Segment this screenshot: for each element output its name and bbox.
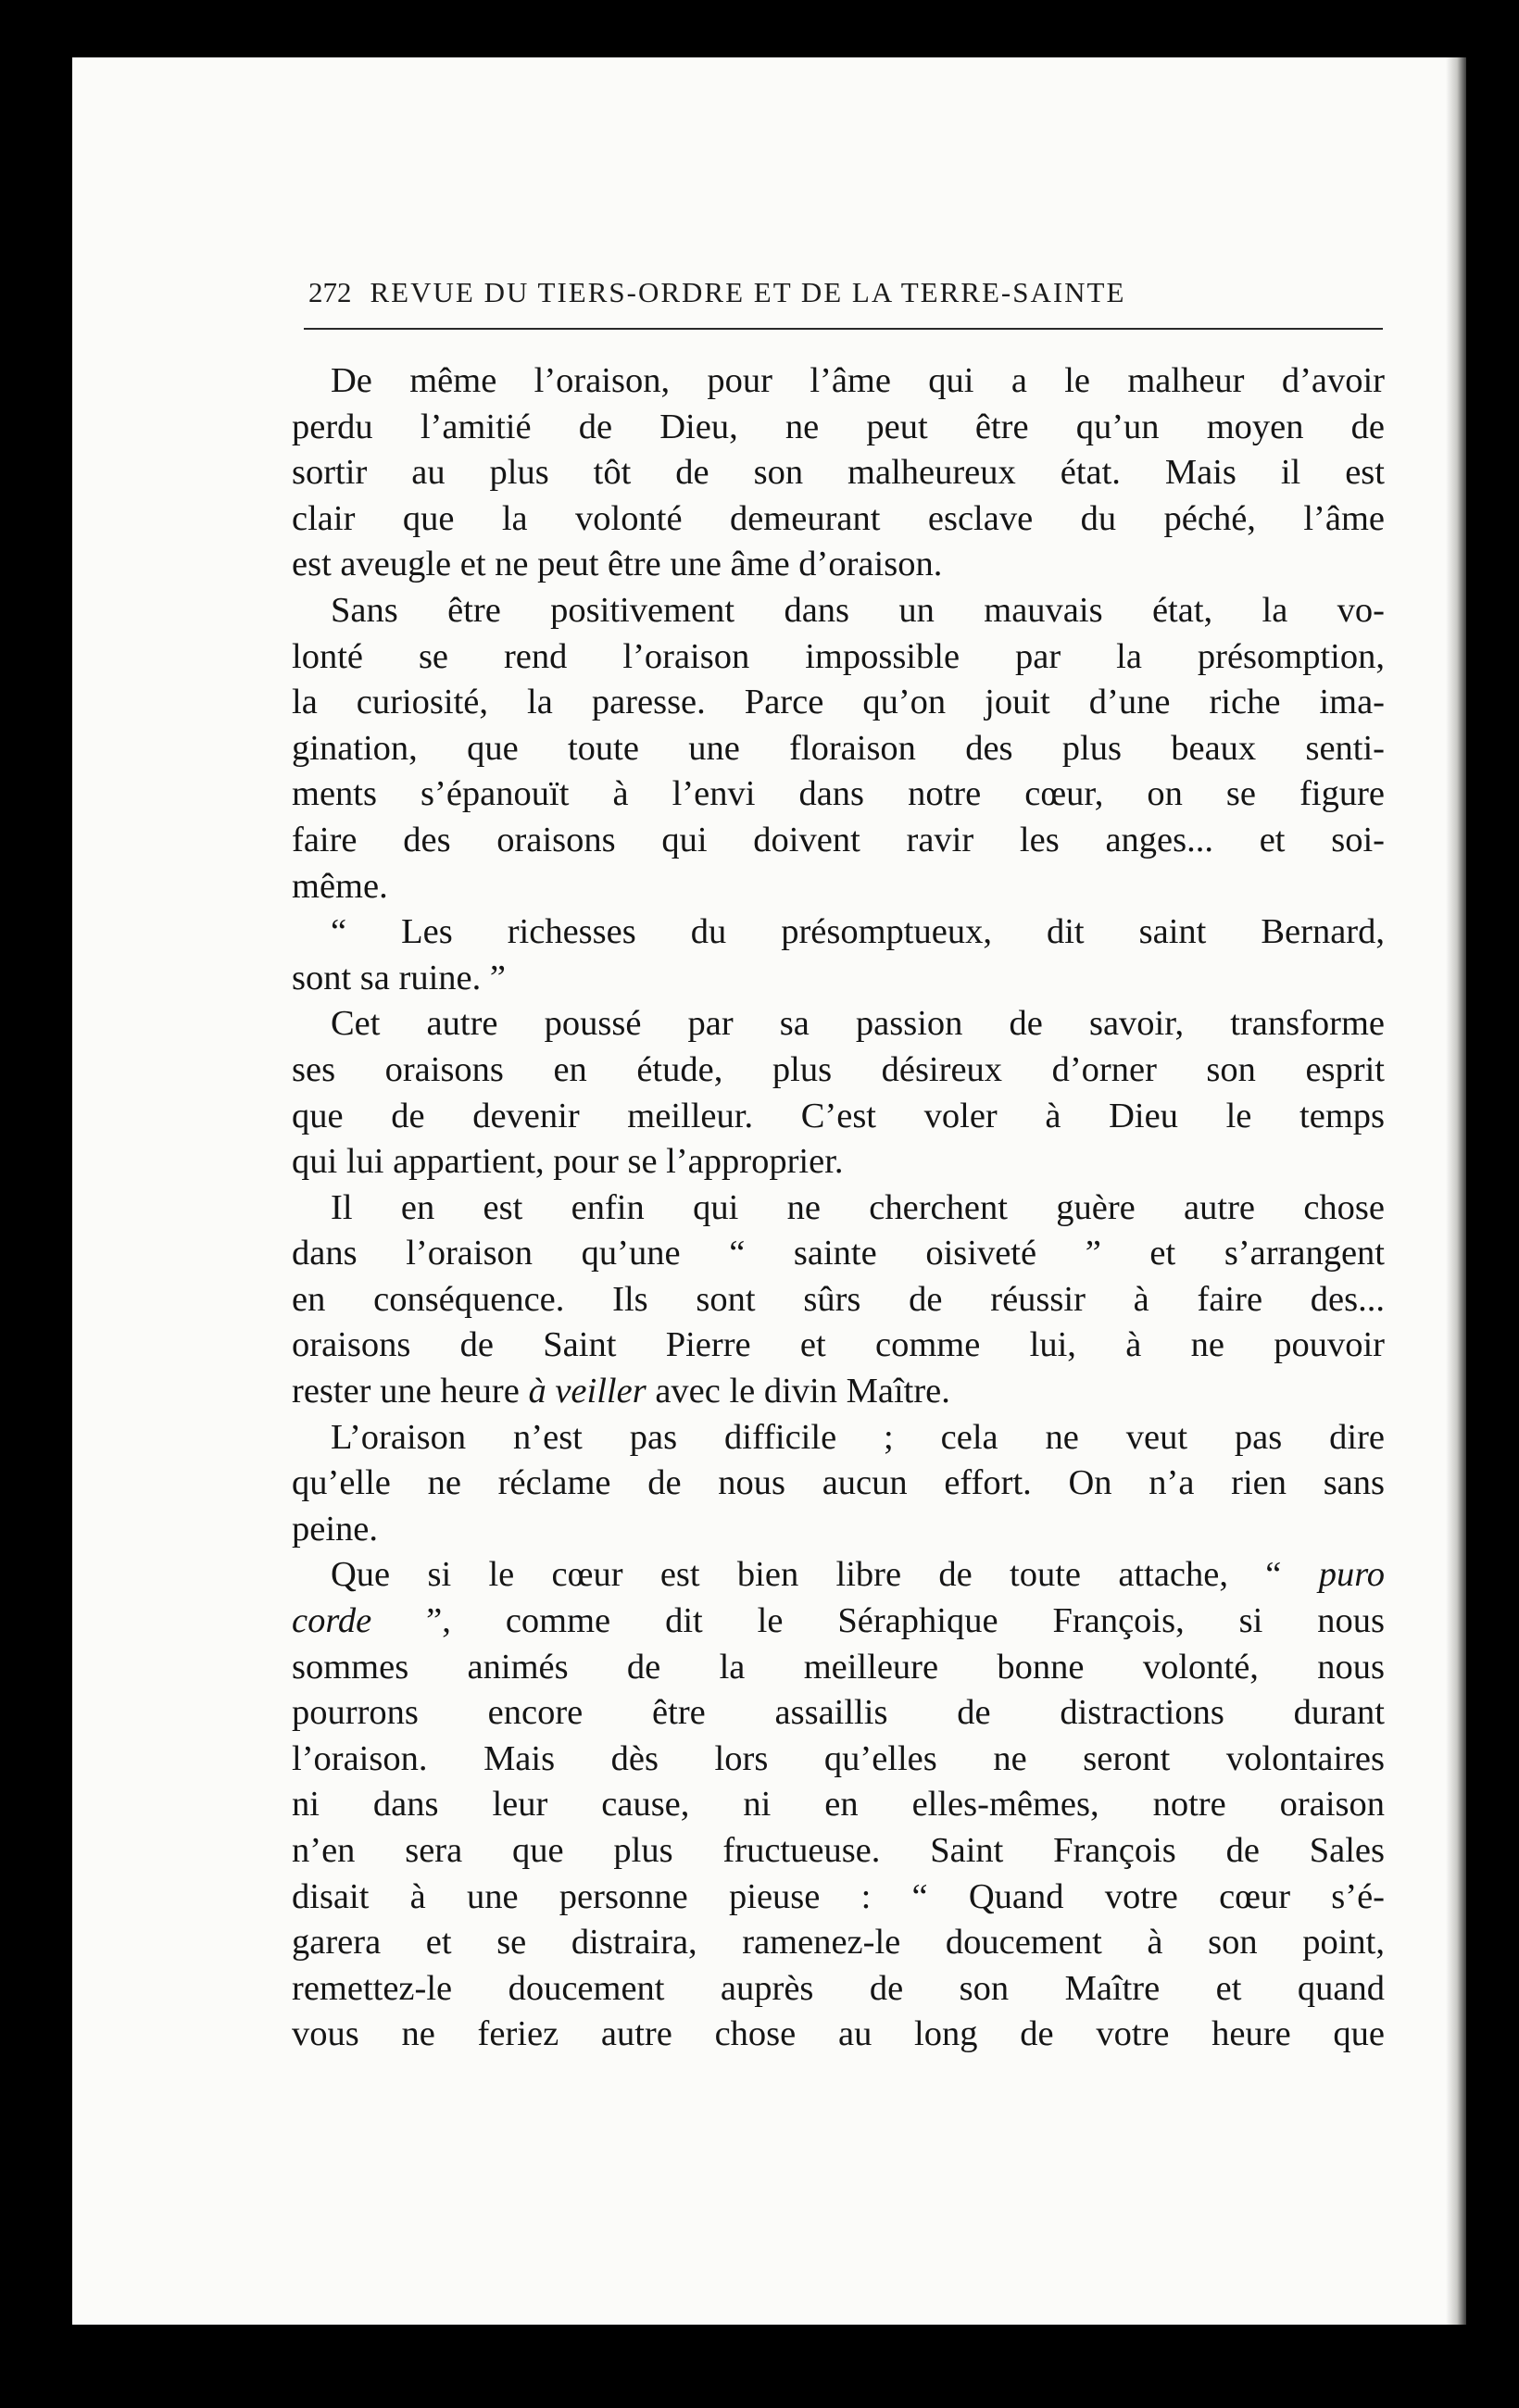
text-line: ni dans leur cause, ni en elles-mêmes, notre oraison bbox=[292, 1785, 1385, 1825]
text-line-mixed bbox=[292, 1552, 1385, 1599]
text-line: disait à une personne pieuse : “ Quand votre cœur s’é- bbox=[292, 1876, 1385, 1916]
text-line: remettez-le doucement auprès de son Maître et quand bbox=[292, 1968, 1385, 2008]
text-line: oraisons de Saint Pierre et comme lui, à ne pouvoir bbox=[292, 1325, 1385, 1365]
text-line: sont sa ruine. ” bbox=[292, 958, 506, 997]
text-line-mixed bbox=[292, 1599, 1385, 1645]
text-line: qu’elle ne réclame de nous aucun effort. On n’a rien sans bbox=[292, 1463, 1385, 1503]
running-title: REVUE DU TIERS-ORDRE ET DE LA TERRE-SAINTE bbox=[370, 276, 1126, 308]
text-line: lonté se rend l’oraison impossible par la présomption, bbox=[292, 636, 1385, 676]
text-line: que de devenir meilleur. C’est voler à Dieu le temps bbox=[292, 1096, 1385, 1135]
text-line: pourrons encore être assaillis de distractions durant bbox=[292, 1693, 1385, 1733]
text-line: est aveugle et ne peut être une âme d’oraison. bbox=[292, 545, 943, 584]
text-line: même. bbox=[292, 866, 388, 906]
text-line: L’oraison n’est pas difficile ; cela ne veut pas dire bbox=[331, 1417, 1385, 1457]
text-run: avec le divin Maître. bbox=[646, 1372, 950, 1411]
text-line: perdu l’amitié de Dieu, ne peut être qu’un moyen de bbox=[292, 407, 1385, 446]
text-line: la curiosité, la paresse. Parce qu’on jouit d’une riche ima- bbox=[292, 683, 1385, 722]
text-line: dans l’oraison qu’une “ sainte oisiveté ” et s’arrangent bbox=[292, 1234, 1385, 1273]
text-line-mixed bbox=[292, 1369, 1385, 1415]
text-line: vous ne feriez autre chose au long de votre heure que bbox=[292, 2014, 1385, 2054]
header-rule bbox=[304, 328, 1383, 330]
page-number: 272 bbox=[308, 276, 352, 308]
paragraph bbox=[292, 1415, 1385, 1553]
running-header bbox=[308, 276, 1383, 309]
paragraph bbox=[292, 1185, 1385, 1415]
text-line: garera et se distraira, ramenez-le doucement à son point, bbox=[292, 1923, 1385, 1963]
text-run: rester une heure bbox=[292, 1372, 529, 1411]
text-line: clair que la volonté demeurant esclave du péché, l’âme bbox=[292, 498, 1385, 538]
text-line: en conséquence. Ils sont sûrs de réussir à faire des... bbox=[292, 1279, 1385, 1319]
text-line: ments s’épanouït à l’envi dans notre cœur, on se figure bbox=[292, 774, 1385, 814]
text-line: “ Les richesses du présomptueux, dit saint Bernard, bbox=[331, 912, 1385, 952]
page-edge-shadow bbox=[1446, 57, 1466, 2325]
italic-run: à veiller bbox=[528, 1372, 647, 1411]
book-page bbox=[72, 57, 1466, 2325]
paragraph bbox=[292, 358, 1385, 588]
text-line: Il en est enfin qui ne cherchent guère autre chose bbox=[331, 1187, 1385, 1227]
paragraph bbox=[292, 588, 1385, 909]
body-text bbox=[292, 358, 1385, 2058]
text-line: gination, que toute une floraison des plus beaux senti- bbox=[292, 728, 1385, 768]
paragraph bbox=[292, 1001, 1385, 1185]
text-line: peine. bbox=[292, 1509, 378, 1549]
text-line: ses oraisons en étude, plus désireux d’orner son esprit bbox=[292, 1049, 1385, 1089]
text-line: Cet autre poussé par sa passion de savoir, transforme bbox=[331, 1004, 1385, 1044]
text-line: sortir au plus tôt de son malheureux état. Mais il est bbox=[292, 453, 1385, 493]
text-line: qui lui appartient, pour se l’approprier. bbox=[292, 1142, 844, 1182]
text-line: De même l’oraison, pour l’âme qui a le malheur d’avoir bbox=[331, 361, 1385, 400]
text-line: l’oraison. Mais dès lors qu’elles ne seront volontaires bbox=[292, 1738, 1385, 1778]
text-line: Sans être positivement dans un mauvais état, la vo- bbox=[331, 590, 1385, 630]
text-run: Que si le cœur est bien libre de toute attache, “ bbox=[331, 1555, 1319, 1595]
italic-run: corde bbox=[292, 1601, 372, 1641]
italic-run: puro bbox=[1318, 1555, 1385, 1595]
paragraph-quote bbox=[292, 909, 1385, 1001]
text-line: faire des oraisons qui doivent ravir les anges... et soi- bbox=[292, 820, 1385, 859]
text-line: n’en sera que plus fructueuse. Saint François de Sales bbox=[292, 1831, 1385, 1870]
text-run: ”, comme dit le Séraphique François, si nous bbox=[371, 1601, 1385, 1641]
text-line: sommes animés de la meilleure bonne volonté, nous bbox=[292, 1647, 1385, 1687]
paragraph bbox=[292, 1552, 1385, 2058]
